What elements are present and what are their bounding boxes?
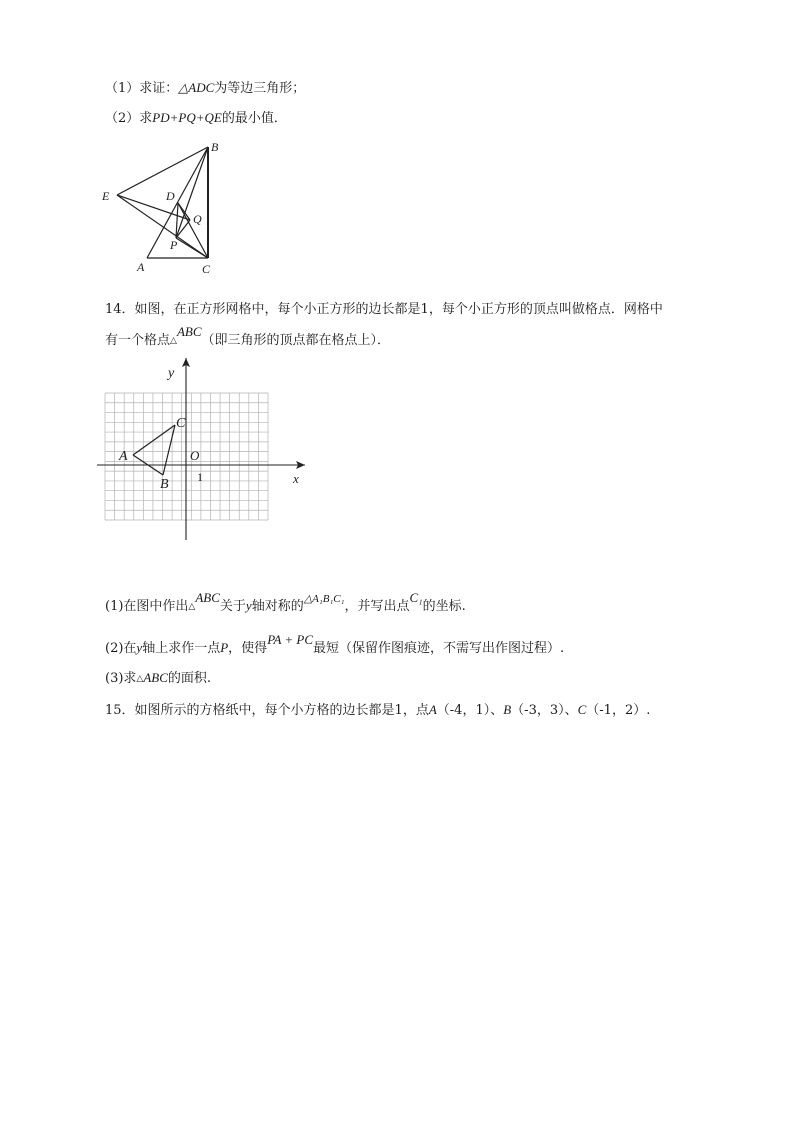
- triangle-side-BC: [163, 425, 175, 475]
- q14-intro-line1: 14．如图，在正方形网格中，每个小正方形的边长都是1，每个小正方形的顶点叫做格点．网格中: [105, 302, 663, 317]
- q13-part1: （1）求证：△ADC为等边三角形；: [105, 80, 306, 96]
- triangle-side-AB: [133, 455, 163, 475]
- q13-part2: （2）求PD+PQ+QE的最小值．: [105, 110, 287, 126]
- grid-label-B: B: [160, 477, 169, 492]
- q14-part1: (1)在图中作出△ABC关于y轴对称的$^{\triangle A_1B_1C_1}$，并写出点C₁的坐标.: [105, 590, 466, 614]
- q13-seg-PC: [176, 238, 208, 258]
- grid-label-y: y: [168, 366, 175, 381]
- grid-lines: [105, 393, 268, 520]
- q13-label-P: P: [170, 238, 178, 252]
- grid-label-C: C: [176, 416, 186, 431]
- q13-part1-math: △ADC: [178, 80, 215, 95]
- q13-seg-DC: [178, 203, 208, 258]
- q14-part1-triangle2: △A₁B₁C₁: [303, 593, 345, 605]
- x-axis-arrow-icon: [296, 461, 305, 469]
- q13-seg-EQ: [117, 195, 190, 220]
- q14-intro-triangle: ABC: [176, 324, 202, 339]
- q13-label-D: D: [166, 189, 175, 203]
- q14-part3: (3)求△ABC的面积.: [105, 670, 212, 686]
- grid-label-x: x: [293, 471, 299, 486]
- q15-statement: 15．如图所示的方格纸中，每个小方格的边长都是1，点A（-4，1）、B（-3，3）、C（-1，2）.: [105, 702, 651, 718]
- q13-part2-math: PD+PQ+QE: [152, 110, 222, 125]
- q13-seg-EC: [117, 195, 208, 258]
- y-axis-arrow-icon: [182, 358, 190, 367]
- triangle-symbol-icon: △: [136, 674, 144, 684]
- grid-label-A: A: [119, 449, 128, 464]
- q14-intro-line2: 有一个格点△ABC（即三角形的顶点都在格点上）．: [105, 324, 391, 348]
- triangle-side-CA: [133, 425, 175, 455]
- q13-seg-DP: [176, 203, 178, 238]
- q13-seg-BP: [176, 147, 208, 238]
- q13-seg-EB: [117, 147, 208, 195]
- q13-label-B: B: [211, 140, 219, 154]
- triangle-symbol-icon: △: [170, 336, 177, 346]
- q13-seg-DQ: [178, 203, 190, 220]
- q13-label-A: A: [137, 260, 145, 274]
- triangle-symbol-icon: △: [188, 602, 196, 612]
- q14-part2-math: PA + PC: [267, 632, 314, 647]
- q13-label-E: E: [102, 189, 110, 203]
- q13-label-Q: Q: [193, 212, 202, 226]
- q14-part2: (2)在y轴上求作一点P，使得PA + PC最短（保留作图痕迹，不需写出作图过程）.: [105, 632, 565, 656]
- q13-seg-PQ: [176, 220, 190, 238]
- grid-label-O: O: [190, 448, 200, 463]
- q13-label-C: C: [202, 262, 211, 276]
- grid-tick-1: 1: [197, 470, 203, 484]
- q13-seg-AB: [147, 147, 208, 258]
